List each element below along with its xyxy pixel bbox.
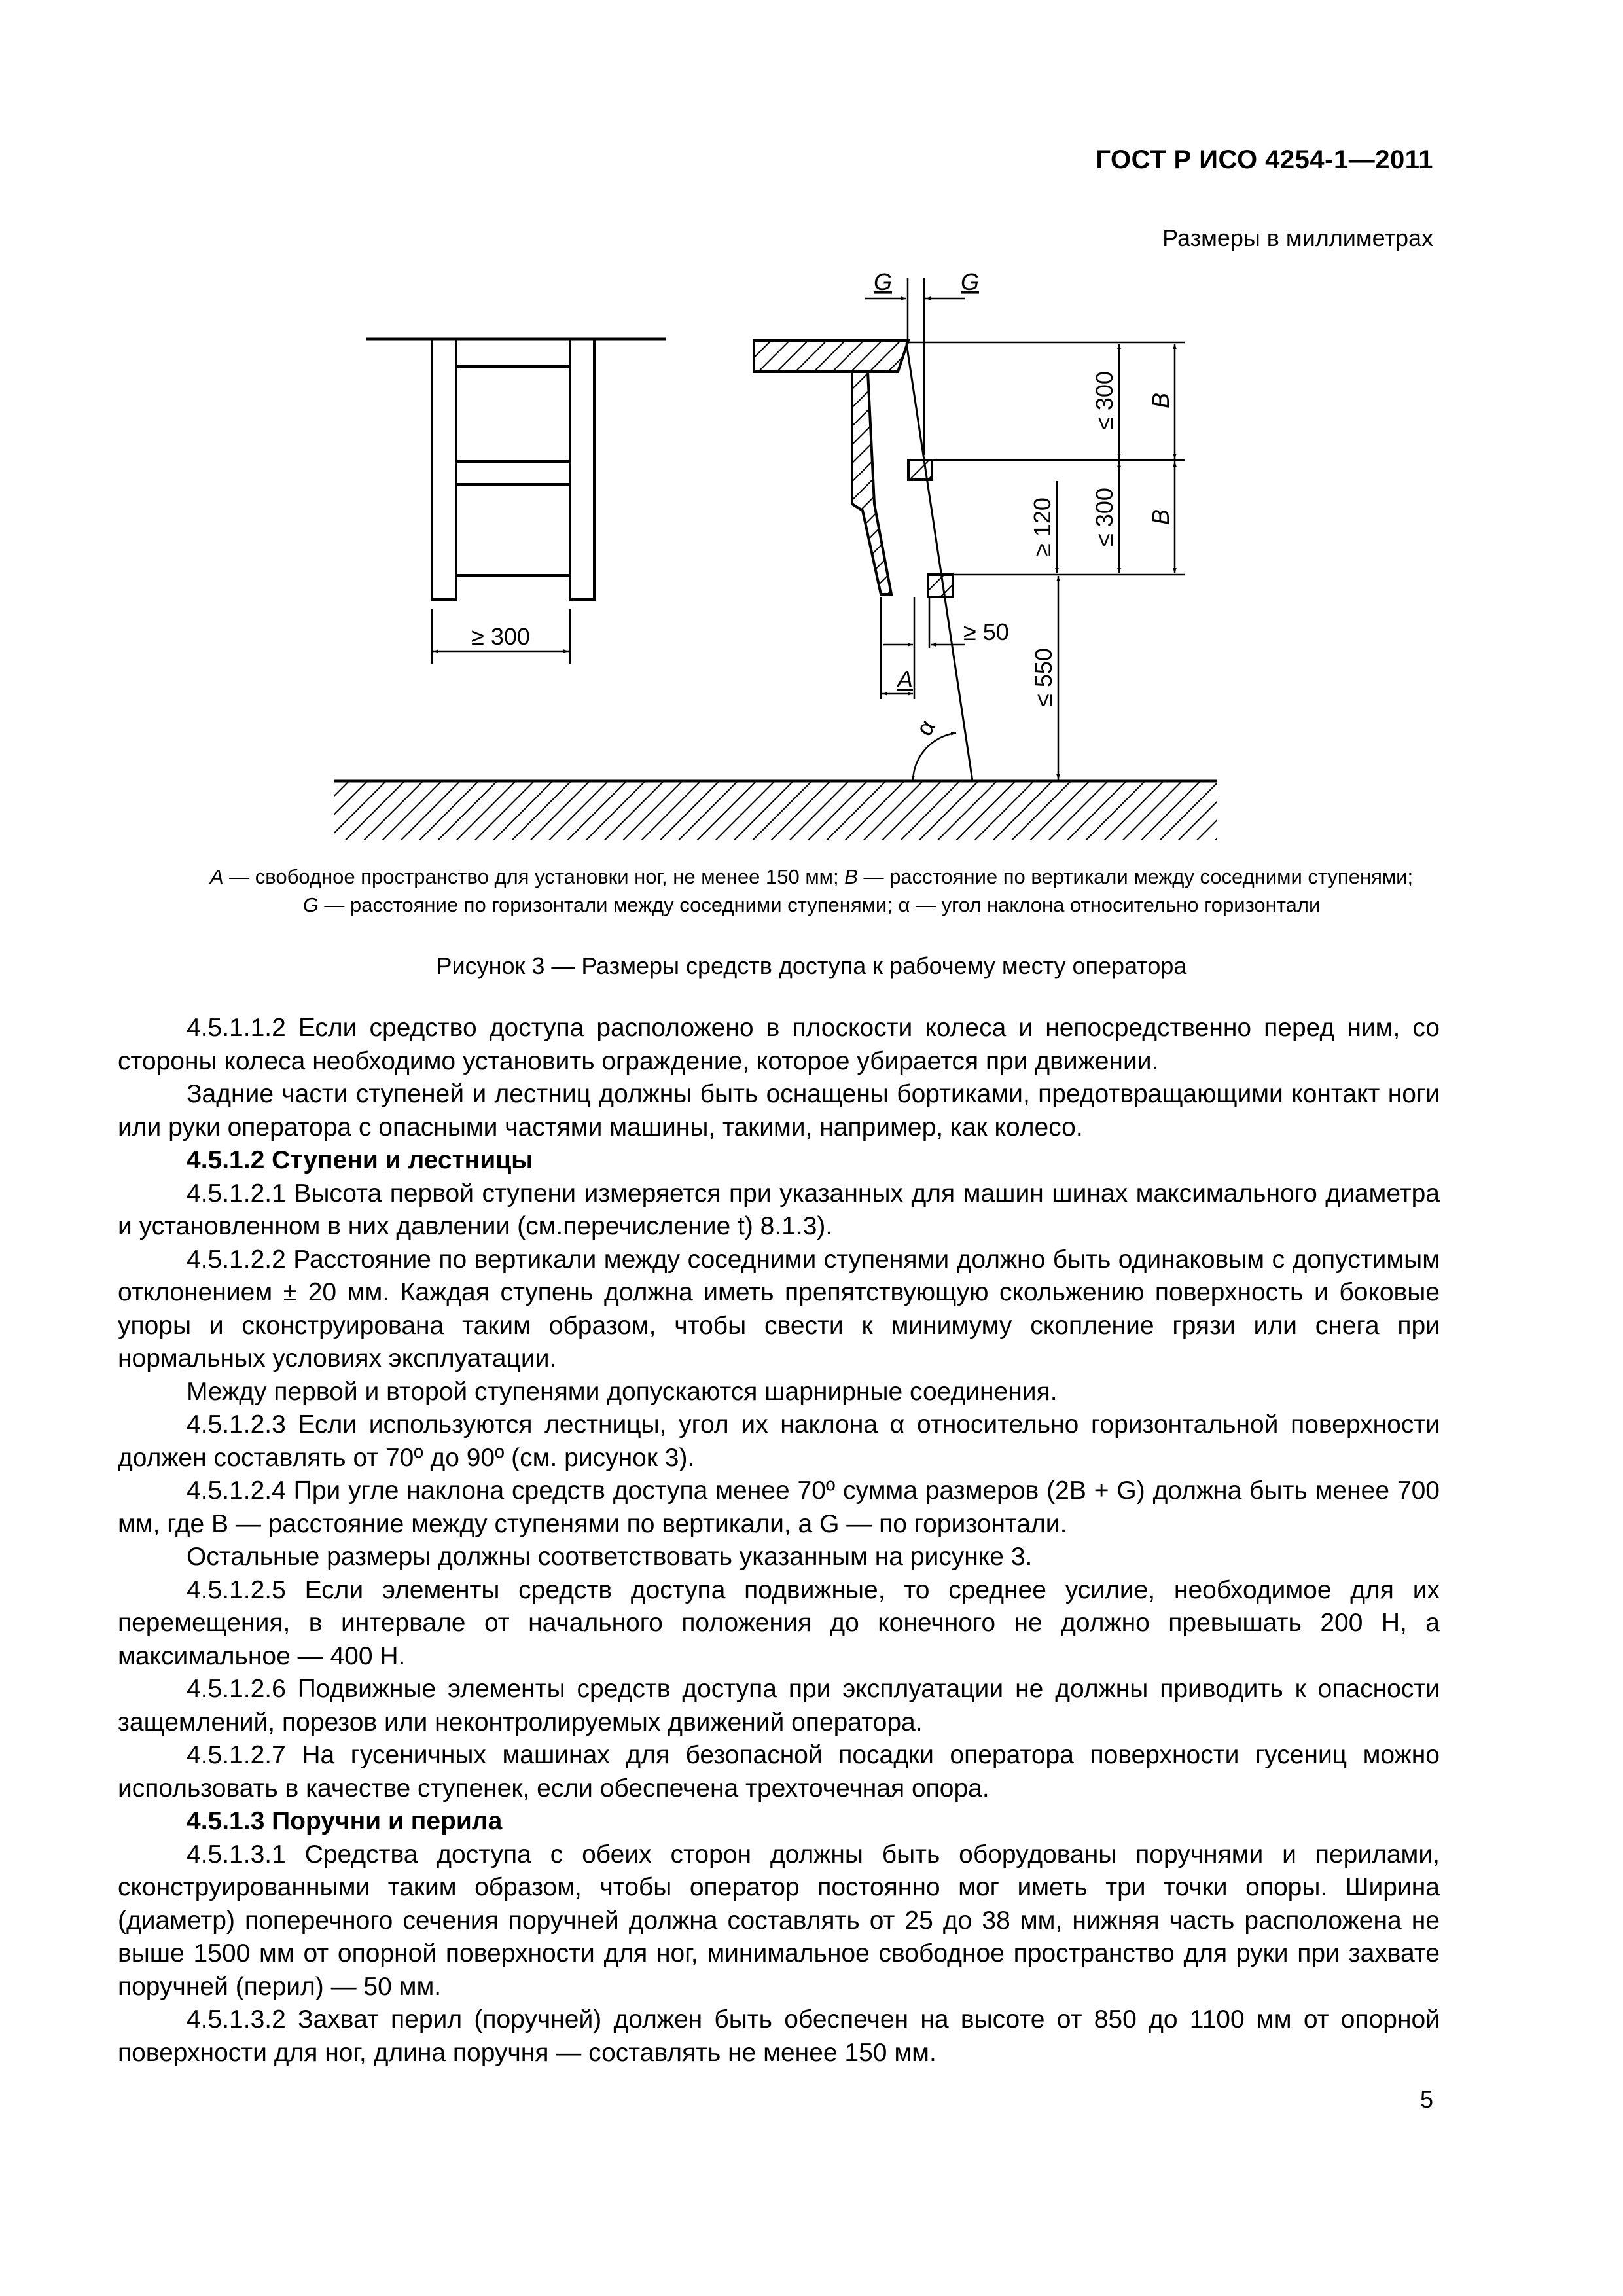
units-note: Размеры в миллиметрах [1162, 224, 1433, 251]
dim-b-top-label: B [1147, 392, 1174, 409]
paragraph: 4.5.1.2.6 Подвижные элементы средств доступа при эксплуатации не должны приводить к опасности защемлений, порезов или неконтролируемых движений оператора. [118, 1675, 1440, 1736]
dim-ge300-label: ≥ 300 [471, 623, 530, 650]
paragraph: Задние части ступеней и лестниц должны быть оснащены бортиками, предотвращающими контакт ноги или руки оператора с опасными частями машины, такими, например, как колесо. [118, 1080, 1440, 1141]
legend-symbol-g: G [302, 893, 319, 916]
ladder-side-view [334, 340, 1217, 840]
dim-ge50-label: ≥ 50 [963, 619, 1009, 645]
legend-text-b: — расстояние по вертикали между соседними ступенями; [857, 865, 1414, 888]
document-body [118, 1012, 1440, 2070]
paragraph: 4.5.1.2.2 Расстояние по вертикали между соседними ступенями должно быть одинаковым с допустимым отклонением ± 20 мм. Каждая ступень должна иметь препятствующую скольжению поверхность и боковые упоры и сконструирована таким образом, чтобы свести к минимуму скопление грязи или снега при нормальных условиях эксплуатации. [118, 1245, 1440, 1372]
paragraph: 4.5.1.2.7 На гусеничных машинах для безопасной посадки оператора поверхности гусениц можно использовать в качестве ступенек, если обеспечена трехточечная опора. [118, 1741, 1440, 1803]
page-number: 5 [1419, 2086, 1433, 2113]
dim-g-left-label: G [874, 268, 893, 295]
legend-text-a: — свободное пространство для установки ног, не менее 150 мм; [223, 865, 845, 888]
section-heading: 4.5.1.2 Ступени и лестницы [187, 1146, 533, 1174]
paragraph: Остальные размеры должны соответствовать указанным на рисунке 3. [187, 1543, 1033, 1571]
figure-3-access-dimensions [0, 0, 1623, 864]
paragraph: 4.5.1.3.2 Захват перил (поручней) должен быть обеспечен на высоте от 850 до 1100 мм от опорной поверхности для ног, длина поручня — составлять не менее 150 мм. [118, 2005, 1440, 2067]
figure-caption: Рисунок 3 — Размеры средств доступа к рабочему месту оператора [436, 952, 1187, 979]
paragraph: 4.5.1.2.3 Если используются лестницы, угол их наклона α относительно горизонтальной поверхности должен составлять от 70º до 90º (см. рисунок 3). [118, 1410, 1440, 1472]
ladder-front-view [366, 339, 666, 664]
dim-le300-mid-label: ≤ 300 [1091, 488, 1118, 547]
legend-symbol-a: A [209, 865, 224, 888]
dimension-lines [865, 278, 1185, 781]
paragraph: 4.5.1.2.1 Высота первой ступени измеряется при указанных для машин шинах максимального диаметра и установленном в них давлении (см.перечисление t) 8.1.3). [118, 1179, 1440, 1240]
legend-text-g: — расстояние по горизонтали между соседними ступенями; α — угол наклона относительно горизонтали [318, 893, 1321, 916]
dim-le550-label: ≤ 550 [1030, 648, 1057, 707]
paragraph: 4.5.1.2.4 При угле наклона средств доступа менее 70º сумма размеров (2B + G) должна быть менее 700 мм, где B — расстояние между ступенями по вертикали, а G — по горизонтали. [118, 1477, 1440, 1538]
dim-b-mid-label: B [1147, 509, 1174, 526]
paragraph: Между первой и второй ступенями допускаются шарнирные соединения. [187, 1377, 1058, 1406]
dim-le300-top-label: ≤ 300 [1091, 371, 1118, 430]
paragraph: 4.5.1.1.2 Если средство доступа расположено в плоскости колеса и непосредственно перед ним, со стороны колеса необходимо установить ограждение, которое убирается при движении. [118, 1014, 1440, 1075]
standard-code-header: ГОСТ Р ИСО 4254-1—2011 [1096, 145, 1433, 174]
legend-symbol-b: B [844, 865, 858, 888]
section-heading: 4.5.1.3 Поручни и перила [187, 1807, 503, 1835]
dim-ge120-label: ≥ 120 [1029, 497, 1056, 556]
legend-line-2 [124, 891, 1499, 919]
dim-g-right-label: G [961, 268, 980, 295]
legend-line-1 [124, 863, 1499, 891]
paragraph: 4.5.1.3.1 Средства доступа с обеих сторон должны быть оборудованы поручнями и перилами, сконструированными таким образом, чтобы оператор постоянно мог иметь три точки опоры. Ширина (диаметр) поперечного сечения поручней должна составлять от 25 до 38 мм, нижняя часть расположена не выше 1500 мм от опорной поверхности для ног, минимальное свободное пространство для руки при захвате поручней (перил) — 50 мм. [118, 1840, 1440, 2001]
figure-legend [124, 863, 1499, 919]
angle-alpha-label: α [910, 715, 941, 741]
dim-a-label: A [897, 666, 914, 692]
paragraph: 4.5.1.2.5 Если элементы средств доступа подвижные, то среднее усилие, необходимое для их перемещения, в интервале от начального положения до конечного не должно превышать 200 Н, а максимальное — 400 Н. [118, 1575, 1440, 1670]
